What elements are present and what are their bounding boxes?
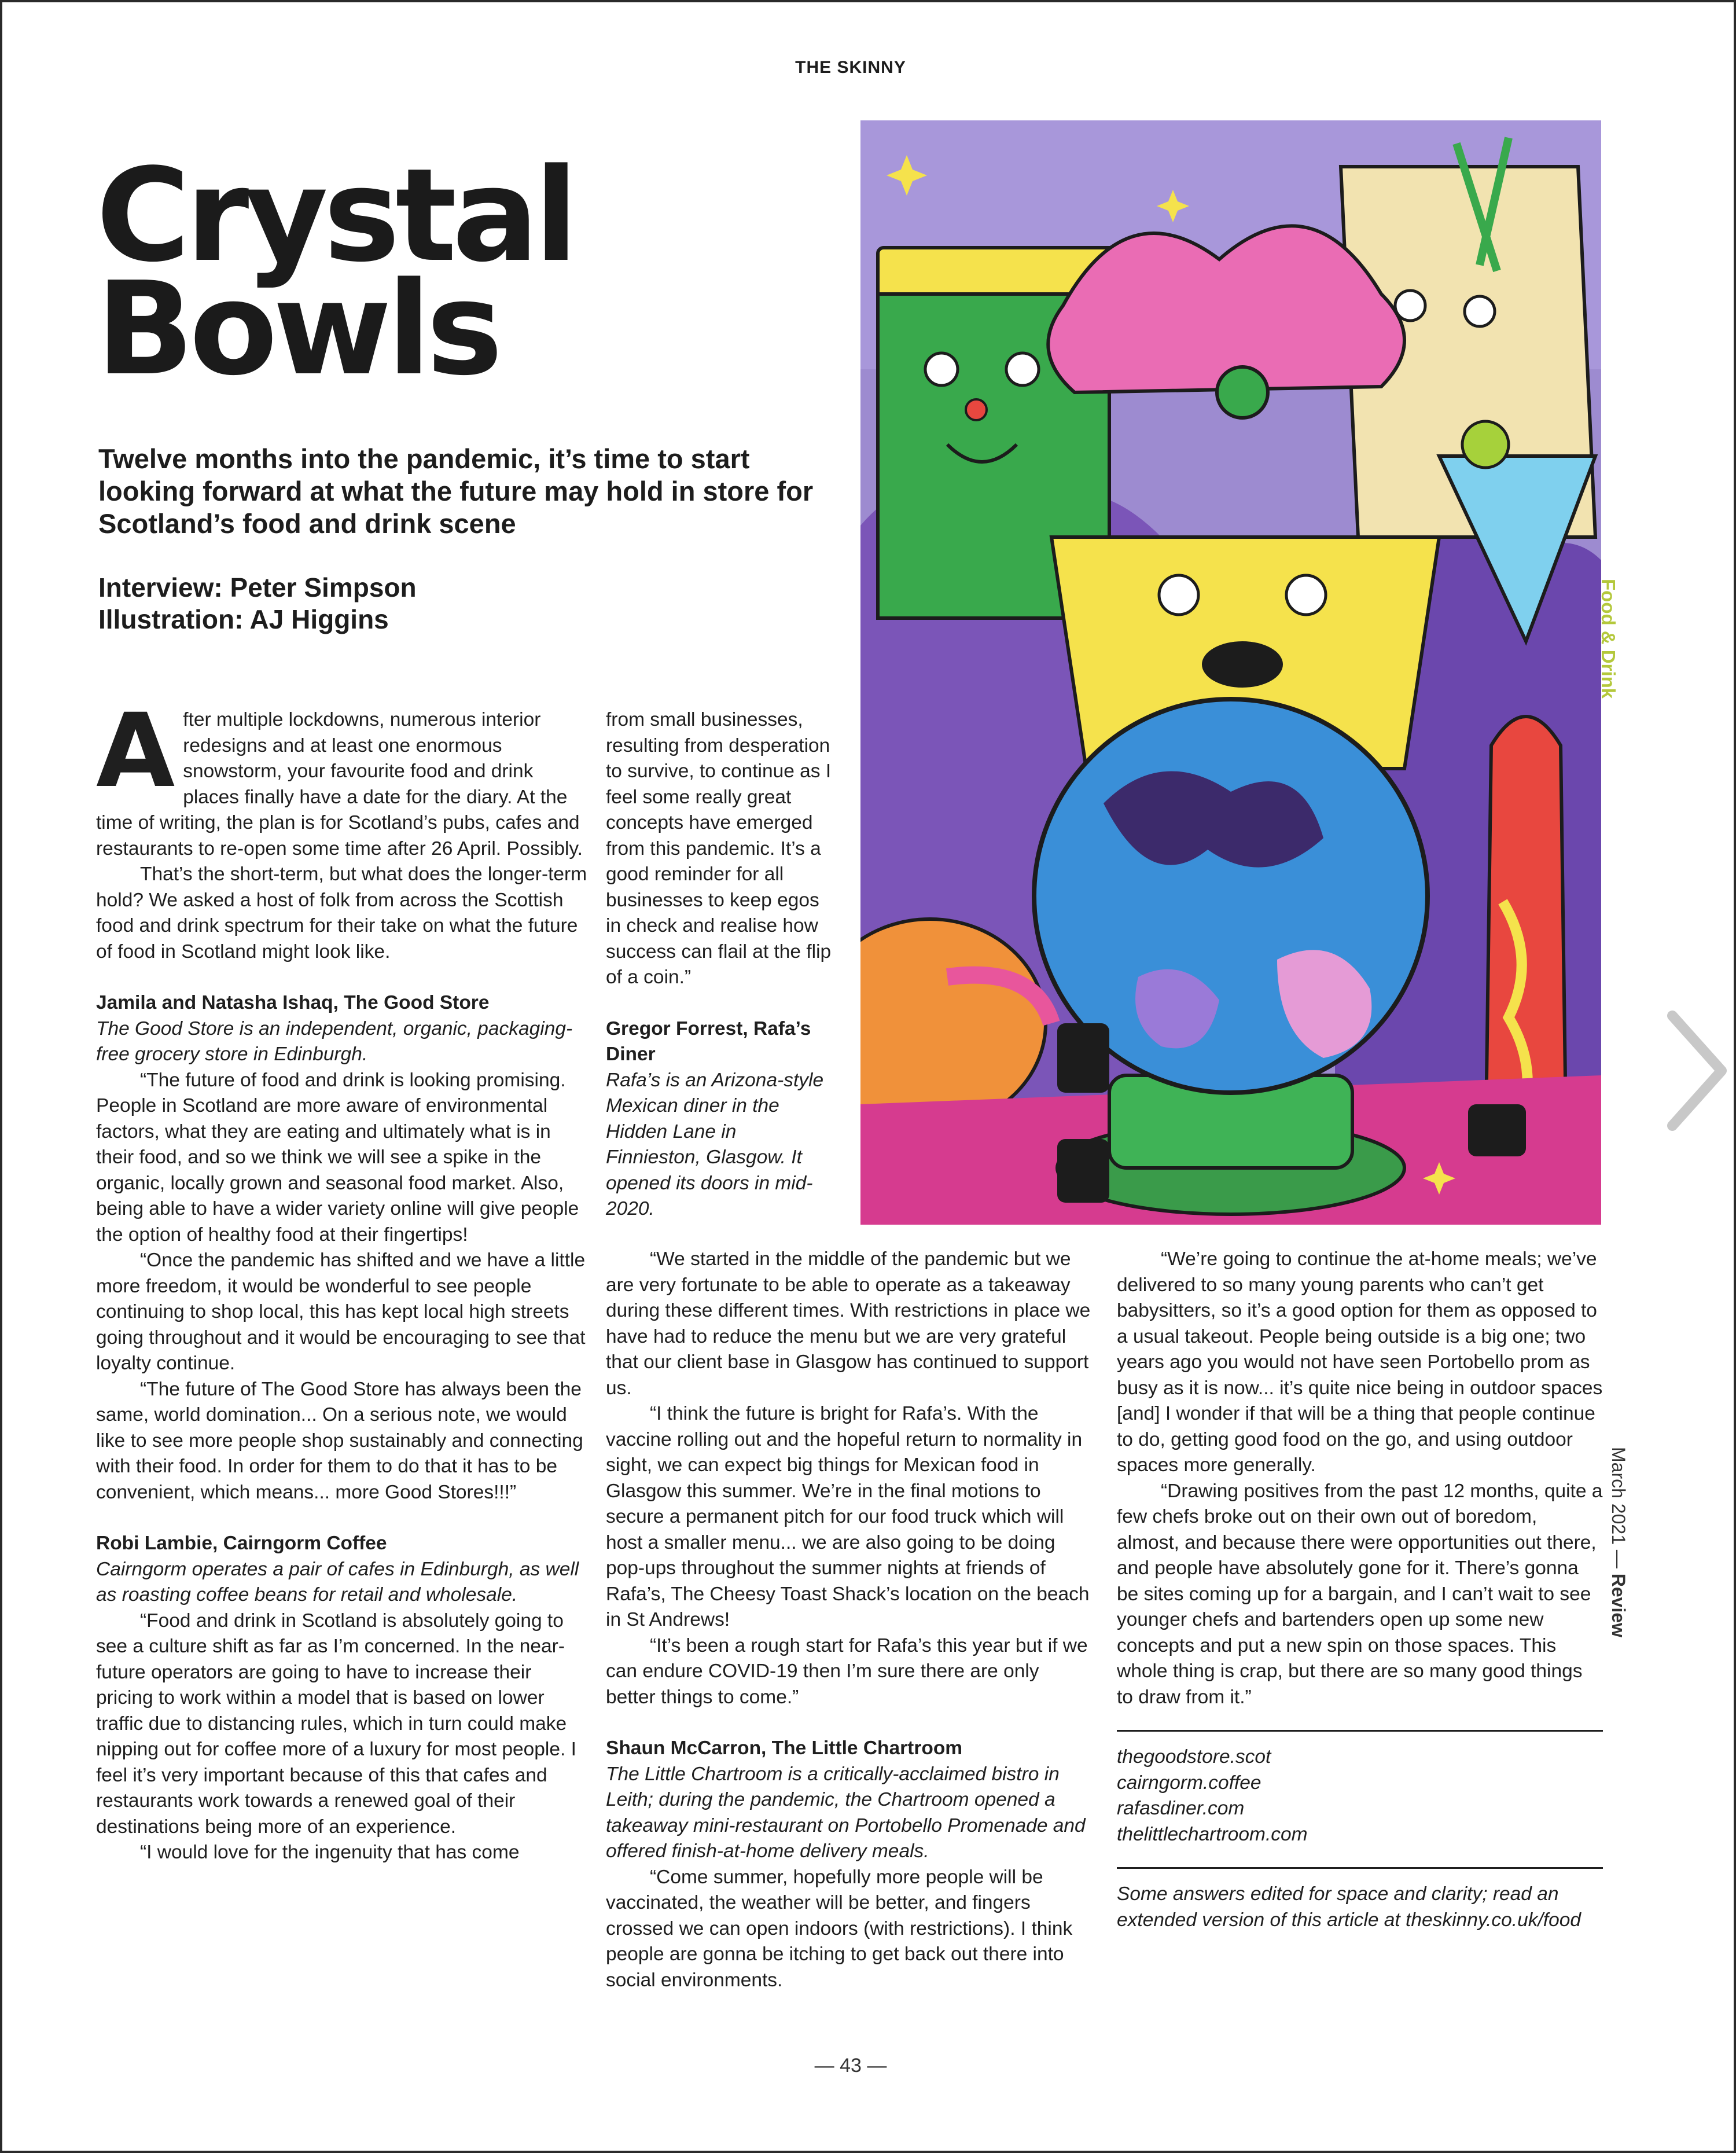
- good-store-quote-3: “The future of The Good Store has always been the same, world domination... On a serious note, we would like to see more people shop sustainably and connecting with their food. In order for them to do that it has to be convenient, which means... more Good Stores!!!”: [96, 1378, 583, 1503]
- rafas-quote-1: “We started in the middle of the pandemic but we are very fortunate to be able to operate as a takeaway during these different times. With restrictions in place we have had to reduce the menu but we are very grateful that our client base in Glasgow has continued to support us.: [606, 1248, 1091, 1399]
- chartroom-quote-1: “Come summer, hopefully more people will be vaccinated, the weather will be better, and fingers crossed we can open indoors (with restrictions). I think people are gonna be itching to get back out there into social environments.: [606, 1866, 1073, 1991]
- masthead: THE SKINNY: [795, 58, 906, 77]
- rafas-heading: Gregor Forrest, Rafa’s Diner: [606, 1017, 811, 1065]
- rafas-description: Rafa’s is an Arizona-style Mexican diner in the Hidden Lane in Finnieston, Glasgow. It opened its doors in mid-2020.: [606, 1069, 824, 1219]
- rafas-quote-2: “I think the future is bright for Rafa’s. With the vaccine rolling out and the hopeful return to normality in sight, we can expect big things for Mexican food in Glasgow this summer. We’re in the final motions to secure a permanent pitch for our food truck which will host a smaller menu... we are also going to be doing pop-ups throughout the summer nights at friends of Rafa’s, The Cheesy Toast Shack’s location on the beach in St Andrews!: [606, 1403, 1090, 1630]
- crystal-ball-illustration: [860, 120, 1601, 1225]
- column-2-upper: [606, 707, 832, 1222]
- chartroom-heading: Shaun McCarron, The Little Chartroom: [606, 1737, 963, 1759]
- column-3: [1117, 1247, 1603, 1933]
- links-list: [1117, 1744, 1603, 1847]
- issue-section: Review: [1608, 1573, 1629, 1638]
- chartroom-description: The Little Chartroom is a critically-acclaimed bistro in Leith; during the pandemic, the Chartroom opened a takeaway mini-restaurant on Portobello Promenade and offered finish-at-home delivery meals.: [606, 1763, 1086, 1862]
- page-number: — 43 —: [814, 2055, 887, 2077]
- good-store-quote-2: “Once the pandemic has shifted and we have a little more freedom, it would be wonderful to see people continuing to shop local, this has kept local high streets going throughout and it would be encouraging to see that loyalty continue.: [96, 1250, 586, 1374]
- good-store-quote-1: “The future of food and drink is looking promising. People in Scotland are more aware of environmental factors, what they are eating and ultimately what is in their food, and so we think we will see a spike in the organic, locally grown and seasonal food market. Also, being able to have a wider variety online will give people the option of healthy food at their fingertips!: [96, 1069, 579, 1245]
- good-store-description: The Good Store is an independent, organic, packaging-free grocery store in Edinburgh.: [96, 1017, 573, 1065]
- divider-rule: [1117, 1730, 1603, 1732]
- link-rafas[interactable]: rafasdiner.com: [1117, 1798, 1245, 1819]
- link-chartroom[interactable]: thelittlechartroom.com: [1117, 1823, 1308, 1845]
- title-line-2: Bowls: [96, 255, 499, 404]
- intro-paragraph-2: That’s the short-term, but what does the longer-term hold? We asked a host of folk from across the Scottish food and drink spectrum for their take on what the future of food in Scotland might look like.: [96, 864, 587, 962]
- article-title: [96, 141, 848, 404]
- standfirst: Twelve months into the pandemic, it’s time to start looking forward at what the future may hold in store for Scotland’s food and drink scene: [98, 443, 814, 539]
- link-cairngorm[interactable]: cairngorm.coffee: [1117, 1772, 1261, 1794]
- next-page-chevron-icon[interactable]: [1667, 1007, 1730, 1134]
- drop-cap: A: [96, 692, 175, 810]
- chartroom-quote-2: “We’re going to continue the at-home meals; we’ve delivered to so many young parents who can’t get babysitters, so it’s a good option for them as opposed to a usual takeout. People being outside is a big one; two years ago you would not have seen Portobello prom as busy as it is now... it’s quite nice being in outdoor spaces [and] I wonder if that will be a thing that people continue to do, getting good food on the go, and using outdoor spaces more generally.: [1117, 1248, 1603, 1476]
- illustration-credit: Illustration: AJ Higgins: [98, 604, 389, 634]
- editor-note: Some answers edited for space and clarity; read an extended version of this article at theskinny.co.uk/food: [1117, 1883, 1581, 1931]
- divider-rule-2: [1117, 1867, 1603, 1869]
- cairngorm-description: Cairngorm operates a pair of cafes in Edinburgh, as well as roasting coffee beans for retail and wholesale.: [96, 1558, 579, 1605]
- issue-label: March 2021 — Review: [1608, 1447, 1629, 1638]
- section-label: Food & Drink: [1598, 579, 1619, 699]
- interview-credit: Interview: Peter Simpson: [98, 572, 417, 602]
- good-store-heading: Jamila and Natasha Ishaq, The Good Store: [96, 992, 490, 1013]
- chartroom-quote-3: “Drawing positives from the past 12 months, quite a few chefs broke out on their own out of boredom, almost, and because there were opportunities out there, and people have absolutely gone for it. There’s gonna be sites coming up for a bargain, and I can’t wait to see younger chefs and bartenders open up some new concepts and put a new spin on those spaces. This whole thing is crap, but there are so many good things to draw from it.”: [1117, 1480, 1603, 1708]
- column-2-lower: [606, 1247, 1092, 1993]
- credits: [98, 572, 793, 635]
- intro-paragraph: After multiple lockdowns, numerous interior redesigns and at least one enormous snowstorm, your favourite food and drink places finally have a date for the diary. At the time of writing, the plan is for Scotland’s pubs, cafes and restaurants to re-open some time after 26 April. Possibly.: [96, 692, 583, 859]
- title-line-1: Crystal: [96, 141, 574, 291]
- cairngorm-quote-2: “I would love for the ingenuity that has come: [140, 1842, 520, 1863]
- cairngorm-quote-2-continued: from small businesses, resulting from desperation to survive, to continue as I feel some really great concepts have emerged from this pandemic. It’s a good reminder for all businesses to keep egos in check and realise how success can flail at the flip of a coin.”: [606, 709, 832, 988]
- column-1: [96, 692, 588, 1866]
- cairngorm-heading: Robi Lambie, Cairngorm Coffee: [96, 1533, 387, 1554]
- cairngorm-quote-1: “Food and drink in Scotland is absolutely going to see a culture shift as far as I’m concerned. In the near-future operators are going to have to increase their pricing to work within a model that is based on lower traffic due to distancing rules, which in turn could make nipping out for coffee more of a luxury for most people. I feel it’s very important because of this that cafes and restaurants work towards a renewed goal of their destinations being more of an experience.: [96, 1610, 576, 1838]
- link-good-store[interactable]: thegoodstore.scot: [1117, 1746, 1271, 1768]
- rafas-quote-3: “It’s been a rough start for Rafa’s this year but if we can endure COVID-19 then I’m sure there are only better things to come.”: [606, 1634, 1088, 1708]
